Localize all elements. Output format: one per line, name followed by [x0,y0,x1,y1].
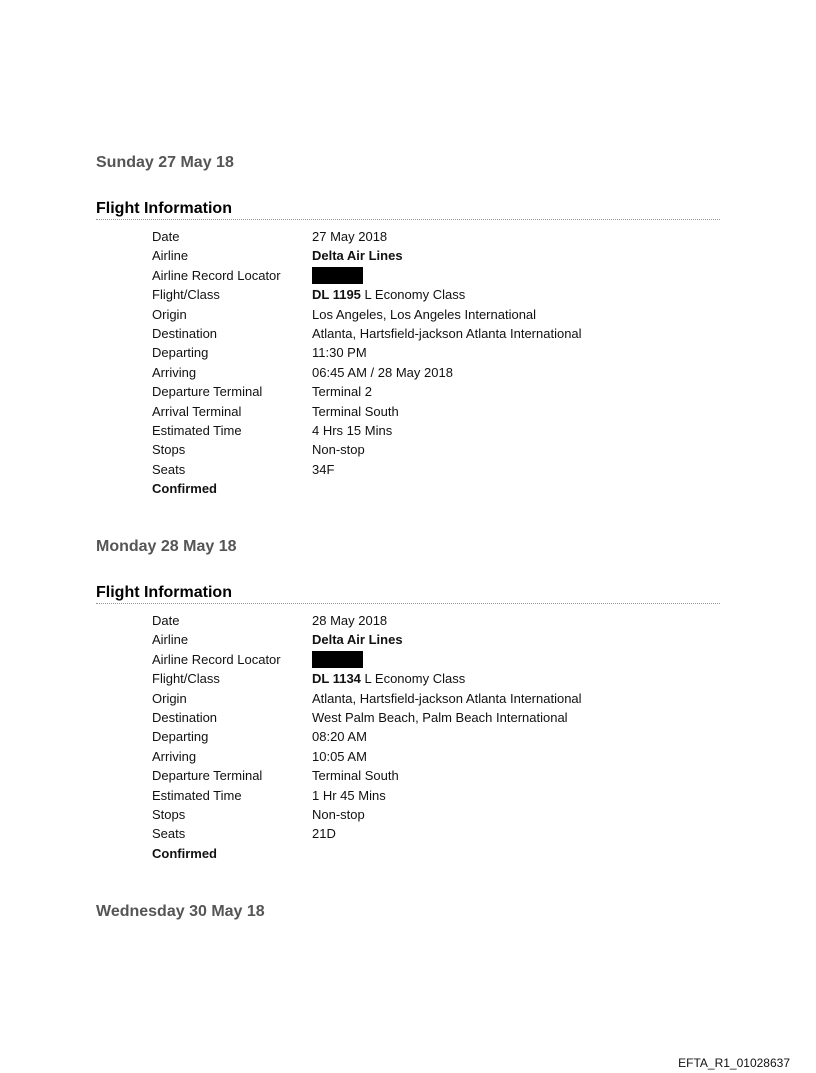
label-arriving: Arriving [152,364,197,380]
label-departing: Departing [152,729,209,745]
value-departing: 08:20 AM [312,729,367,745]
status-confirmed: Confirmed [152,845,217,861]
value-date: 27 May 2018 [312,229,388,244]
label-arriving: Arriving [152,748,197,764]
label-date: Date [152,229,180,244]
label-stops: Stops [152,442,186,458]
row-stops [152,805,672,824]
row-airline [152,246,672,265]
value-arrival-terminal: Terminal South [312,403,399,419]
label-flight-class: Flight/Class [152,671,220,687]
value-destination: West Palm Beach, Palm Beach International [312,709,568,725]
redacted-record-locator [312,650,363,669]
value-departure-terminal: Terminal 2 [312,384,372,400]
redacted-record-locator [312,266,363,285]
document-id-footer: EFTA_R1_01028637 [678,1056,790,1070]
row-status [152,479,672,498]
label-stops: Stops [152,806,186,822]
row-flight-class [152,669,672,688]
value-stops: Non-stop [312,442,365,458]
label-date: Date [152,613,180,628]
day-heading: Sunday 27 May 18 [96,154,234,171]
status-confirmed: Confirmed [152,481,217,497]
value-stops: Non-stop [312,806,365,822]
label-flight-class: Flight/Class [152,287,220,303]
label-record-locator: Airline Record Locator [152,651,281,667]
day-heading: Monday 28 May 18 [96,538,237,555]
value-airline: Delta Air Lines [312,248,403,264]
row-origin [152,689,672,708]
label-destination: Destination [152,325,218,341]
row-arrival-terminal [152,402,672,421]
value-airline: Delta Air Lines [312,632,403,648]
flight-number: DL 1134 [312,671,361,687]
label-departure-terminal: Departure Terminal [152,384,263,400]
value-seats: 34F [312,461,335,477]
fare-class: L Economy Class [364,287,466,303]
row-destination [152,324,672,343]
label-destination: Destination [152,709,218,725]
value-estimated-time: 1 Hr 45 Mins [312,787,386,803]
label-seats: Seats [152,826,186,842]
row-status [152,844,672,863]
label-estimated-time: Estimated Time [152,422,242,438]
row-seats [152,824,672,843]
label-departure-terminal: Departure Terminal [152,768,263,784]
value-departure-terminal: Terminal South [312,768,399,784]
label-origin: Origin [152,690,187,706]
row-departure-terminal [152,766,672,785]
value-arriving: 06:45 AM / 28 May 2018 [312,364,453,380]
label-origin: Origin [152,306,187,322]
row-stops [152,440,672,459]
row-estimated-time [152,786,672,805]
value-origin: Atlanta, Hartsfield-jackson Atlanta International [312,690,582,706]
value-arriving: 10:05 AM [312,748,367,764]
label-seats: Seats [152,461,186,477]
value-destination: Atlanta, Hartsfield-jackson Atlanta International [312,325,582,341]
redaction-box [312,267,363,284]
value-departing: 11:30 PM [312,345,367,361]
label-arrival-terminal: Arrival Terminal [152,403,242,419]
row-date [152,611,672,630]
row-record-locator [152,650,672,669]
row-flight-class [152,285,672,304]
value-flight-class [312,669,465,688]
row-record-locator [152,266,672,285]
row-airline [152,630,672,649]
label-airline: Airline [152,248,189,264]
row-destination [152,708,672,727]
label-record-locator: Airline Record Locator [152,267,281,283]
label-departing: Departing [152,345,209,361]
row-arriving [152,747,672,766]
row-date [152,227,672,246]
redaction-box [312,651,363,668]
row-departing [152,343,672,362]
value-date: 28 May 2018 [312,613,388,628]
section-title: Flight Information [96,200,720,220]
flight-details-2 [152,611,672,863]
value-seats: 21D [312,826,336,842]
row-estimated-time [152,421,672,440]
value-origin: Los Angeles, Los Angeles International [312,306,537,322]
flight-details-1 [152,227,672,498]
row-seats [152,460,672,479]
row-arriving [152,363,672,382]
row-departing [152,727,672,746]
value-flight-class [312,285,465,304]
value-estimated-time: 4 Hrs 15 Mins [312,422,393,438]
flight-number: DL 1195 [312,287,361,303]
row-origin [152,305,672,324]
day-heading: Wednesday 30 May 18 [96,903,265,920]
label-airline: Airline [152,632,189,648]
row-departure-terminal [152,382,672,401]
section-title: Flight Information [96,584,720,604]
label-estimated-time: Estimated Time [152,787,242,803]
fare-class: L Economy Class [364,671,466,687]
